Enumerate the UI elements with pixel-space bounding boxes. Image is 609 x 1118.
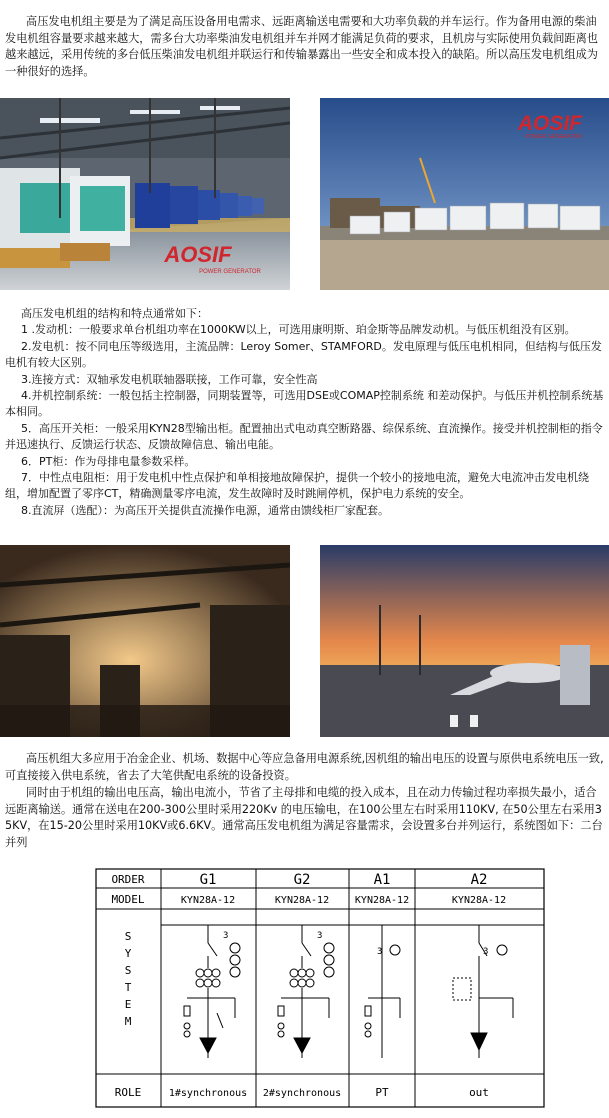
order-g2: G2	[293, 872, 311, 888]
role-a2: out	[469, 1086, 489, 1099]
logo-tagline-2: POWER GENERATOR	[525, 134, 582, 140]
structure-item: 4.并机控制系统：一般包括主控制器，同期装置等，可选用DSE或COMAP控制系统 和差动保护。与低压并机控制系统基本相同。	[5, 389, 604, 419]
structure-heading: 高压发电机组的结构和特点通常如下：	[21, 307, 208, 320]
model-a2: KYN28A-12	[451, 895, 507, 906]
role-a1: PT	[375, 1086, 389, 1099]
row-label-role: ROLE	[114, 1086, 142, 1099]
system-letter: Y	[124, 947, 132, 960]
g1-meter-count: 3	[223, 931, 229, 941]
g2-meter-count: 3	[317, 931, 323, 941]
application-paragraph-2: 同时由于机组的输出电压高，输出电流小，节省了主母排和电缆的投入成本，且在动力传输过程功率损失最小，适合远距离输送。通常在送电在200-300公里时采用220Kv 的电压输电，在100公里左右时采用110KV, 在50公里左右采用35KV，在15-20公里时采用10KV或6.6KV。通常高压发电机组为满足容量需求，会设置多台并列运行，系统图如下：二台并列	[5, 786, 603, 849]
row-label-order: ORDER	[111, 873, 145, 886]
application-paragraph-1: 高压机组大多应用于冶金企业、机场、数据中心等应急备用电源系统,因机组的输出电压的设置与原供电系统电压一致,可直接接入供电系统，省去了大笔供配电系统的设备投资。	[5, 752, 604, 782]
system-letter: T	[124, 981, 132, 994]
role-g2: 2#synchronous	[262, 1088, 342, 1099]
steel-plant-photo	[0, 545, 290, 737]
system-letter: E	[124, 998, 132, 1011]
system-letter: M	[124, 1015, 132, 1028]
logo-text-2: AOSIF	[517, 112, 582, 135]
system-letter: S	[124, 930, 132, 943]
model-g2: KYN28A-12	[274, 895, 330, 906]
order-a2: A2	[470, 872, 488, 888]
intro-paragraph: 高压发电机组主要是为了满足高压设备用电需求、远距离输送电需要和大功率负载的并车运行。作为备用电源的柴油发电机组容量要求越来越大，需多台大功率柴油发电机组并车并网才能满足负荷的要求，且机房与实际使用负载间距离也越来越远，采用传统的多台低压柴油发电机组并联运行和传输暴露出一些安全和成本投入的缺陷。所以高压发电机组成为一种很好的选择。	[5, 15, 598, 78]
system-diagram	[95, 868, 545, 1108]
order-g1: G1	[199, 872, 217, 888]
structure-item: 1 .发动机：一般要求单台机组功率在1000KW以上，可选用康明斯、珀金斯等品牌发动机。与低压机组没有区别。	[21, 323, 576, 337]
model-a1: KYN28A-12	[354, 895, 410, 906]
structure-item: 7．中性点电阻柜：用于发电机中性点保护和单相接地故障保护，提供一个较小的接地电流，避免大电流冲击发电机绕组，增加配置了零序CT，精确测量零序电流，发生故障时及时跳闸停机，保护电力系统的安全。	[5, 471, 589, 501]
airport-photo	[320, 545, 609, 737]
model-g1: KYN28A-12	[180, 895, 236, 906]
system-letter: S	[124, 964, 132, 977]
structure-item: 3.连接方式：双轴承发电机联轴器联接，工作可靠，安全性高	[21, 372, 318, 386]
order-a1: A1	[373, 872, 391, 888]
structure-item: 2.发电机：按不同电压等级选用，主流品牌：Leroy Somer、STAMFORD。发电原理与低压电机相同，但结构与低压发电机有较大区别。	[5, 339, 602, 370]
structure-item: 5．高压开关柜：一般采用KYN28型输出柜。配置抽出式电动真空断路器、综保系统、直流操作。接受并机控制柜的指令并迅速执行、反馈运行状态、反馈故障信息、输出电能。	[5, 421, 603, 452]
structure-section	[5, 306, 605, 519]
role-g1: 1#synchronous	[168, 1088, 248, 1099]
logo-text: AOSIF	[164, 242, 232, 267]
logo-tagline: POWER GENERATOR	[199, 269, 261, 275]
factory-generators-photo	[0, 98, 290, 290]
a2-meter-count: 3	[483, 947, 489, 957]
row-label-model: MODEL	[111, 893, 145, 906]
structure-item: 8.直流屏（选配）：为高压开关提供直流操作电源，通常由馈线柜厂家配套。	[21, 503, 389, 517]
outdoor-generators-photo	[320, 98, 609, 290]
structure-item: 6．PT柜：作为母排电量参数采样。	[21, 454, 196, 468]
a1-meter-count: 3	[377, 947, 383, 957]
